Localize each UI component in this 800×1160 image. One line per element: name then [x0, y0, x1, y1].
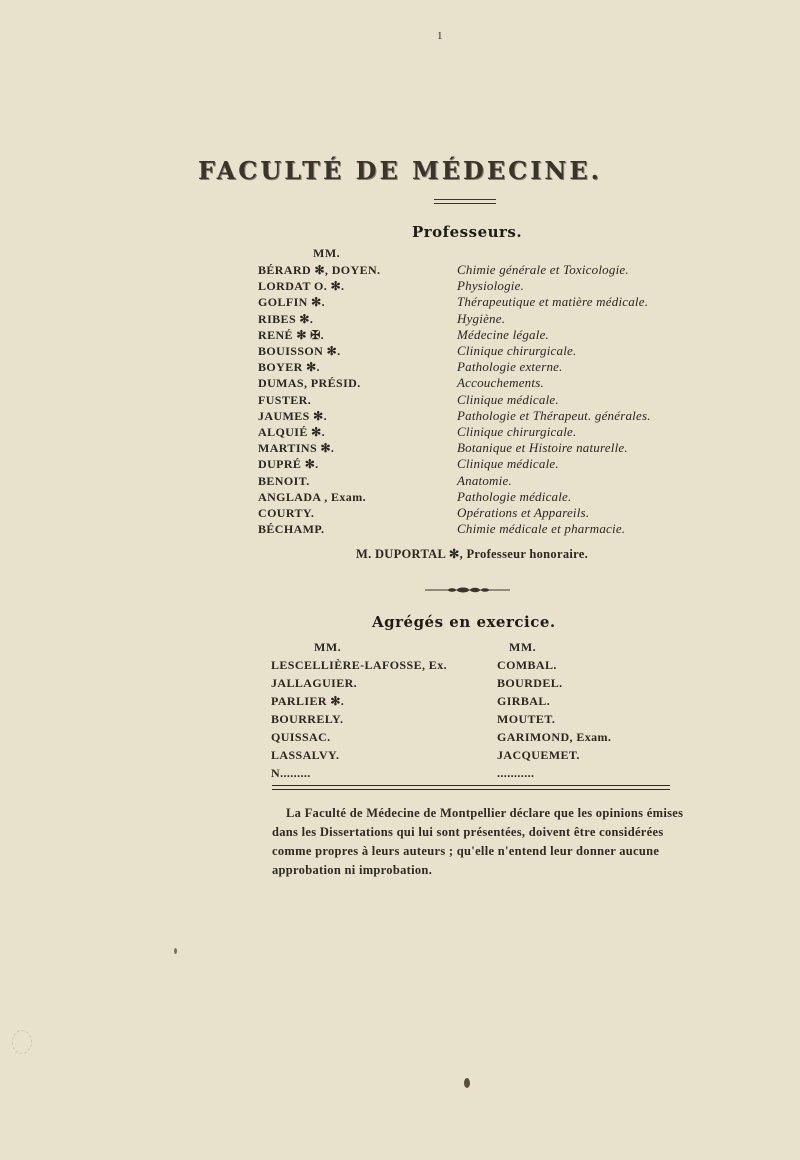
professor-name: RIBES ✻.: [258, 311, 314, 326]
page-mark: 1: [437, 30, 443, 42]
professor-subject: Accouchements.: [457, 375, 544, 391]
agrege-name: LASSALVY.: [271, 748, 340, 762]
professor-name: COURTY.: [258, 506, 315, 520]
professors-heading: Professeurs.: [412, 223, 523, 241]
professor-name: ANGLADA , Exam.: [258, 489, 367, 504]
professor-name: MARTINS ✻.: [258, 441, 335, 456]
professor-subject: Hygiène.: [457, 310, 506, 326]
title-rule-bottom: [434, 203, 496, 204]
professor-name: BOUISSON ✻.: [258, 344, 341, 358]
agreges-right-label: MM.: [509, 640, 537, 654]
agrege-name: QUISSAC.: [271, 730, 331, 744]
professor-subject: Pathologie médicale.: [457, 488, 572, 504]
paper-speck: [174, 948, 177, 954]
agreges-heading: Agrégés en exercice.: [372, 613, 556, 631]
professor-subject: Médecine légale.: [457, 326, 549, 342]
professor-subject: Physiologie.: [457, 278, 525, 294]
agrege-name: N.........: [271, 766, 311, 780]
agrege-name: JALLAGUIER.: [271, 676, 358, 690]
paper-speck: [464, 1078, 470, 1088]
agrege-name: PARLIER ✻.: [271, 694, 345, 708]
professor-subject: Pathologie et Thérapeut. générales.: [457, 407, 651, 423]
notice-rule-top: [272, 785, 670, 786]
professor-name: RENÉ ✻ ✠.: [258, 327, 325, 342]
professor-name: LORDAT O. ✻.: [258, 279, 345, 294]
agrege-name: GIRBAL.: [497, 694, 551, 708]
professor-subject: Botanique et Histoire naturelle.: [457, 440, 628, 456]
agrege-name: BOURDEL.: [497, 676, 563, 690]
professor-name: BÉRARD ✻, DOYEN.: [258, 263, 381, 277]
professor-name: BOYER ✻.: [258, 360, 320, 375]
faculty-title: FACULTÉ DE MÉDECINE.: [197, 156, 603, 185]
agrege-name: COMBAL.: [497, 658, 557, 672]
agrege-name: MOUTET.: [497, 712, 556, 726]
professors-list-label: MM.: [313, 246, 341, 260]
professor-subject: Pathologie externe.: [457, 359, 563, 375]
notice-line: approbation ni improbation.: [272, 863, 433, 877]
professor-name: BÉCHAMP.: [258, 522, 325, 537]
professor-name: JAUMES ✻.: [258, 408, 327, 423]
professor-subject: Clinique médicale.: [457, 391, 559, 407]
agrege-name: LESCELLIÈRE-LAFOSSE, Ex.: [271, 658, 447, 672]
professor-name: GOLFIN ✻.: [258, 295, 325, 310]
professor-name: ALQUIÉ ✻.: [258, 425, 325, 439]
notice-rule-bottom: [272, 789, 670, 790]
professor-subject: Chimie médicale et pharmacie.: [457, 521, 626, 537]
title-rule-top: [434, 199, 496, 200]
agreges-left-label: MM.: [314, 640, 342, 654]
agrege-name: BOURRELY.: [271, 712, 344, 726]
professor-name: DUPRÉ ✻.: [258, 457, 319, 472]
professor-subject: Anatomie.: [457, 472, 512, 488]
honorary-professor: M. DUPORTAL ✻, Professeur honoraire.: [356, 547, 589, 561]
professor-subject: Thérapeutique et matière médicale.: [457, 294, 649, 310]
professor-subject: Opérations et Appareils.: [457, 505, 590, 520]
agrege-name: GARIMOND, Exam.: [497, 730, 612, 744]
professor-name: FUSTER.: [258, 392, 312, 407]
agrege-name: ...........: [497, 766, 535, 780]
professor-subject: Clinique chirurgicale.: [457, 343, 577, 358]
notice-line: comme propres à leurs auteurs ; qu'elle n'entend leur donner aucune: [272, 844, 660, 858]
professor-subject: Chimie générale et Toxicologie.: [457, 262, 629, 277]
professor-subject: Clinique chirurgicale.: [457, 424, 577, 439]
notice-line: La Faculté de Médecine de Montpellier déclare que les opinions émises: [286, 806, 684, 820]
professor-name: DUMAS, PRÉSID.: [258, 376, 361, 391]
ornament-divider: [425, 587, 510, 593]
agrege-name: JACQUEMET.: [497, 748, 580, 762]
paper-speck: [12, 1030, 32, 1054]
notice-line: dans les Dissertations qui lui sont présentées, doivent être considérées: [272, 825, 664, 839]
professor-name: BENOIT.: [258, 473, 310, 488]
professor-subject: Clinique médicale.: [457, 456, 559, 472]
